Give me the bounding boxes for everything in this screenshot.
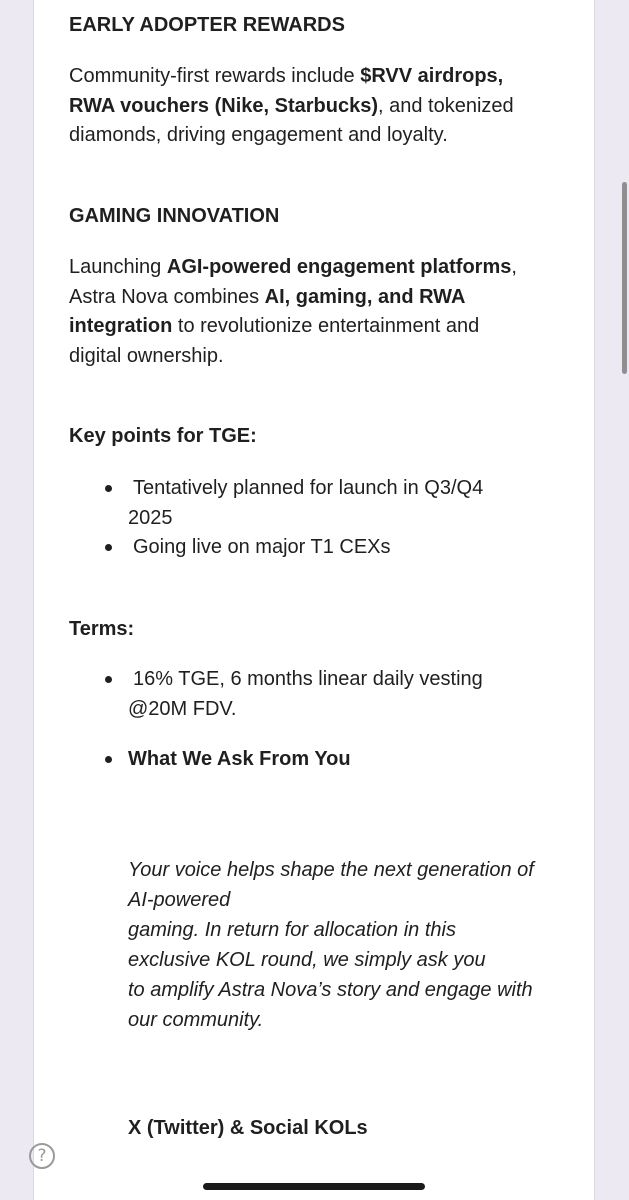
bullet-icon bbox=[105, 756, 112, 763]
home-indicator[interactable] bbox=[203, 1183, 425, 1190]
ask-line-1: Your voice helps shape the next generation of bbox=[128, 859, 534, 881]
early-adopter-line-1 bbox=[69, 62, 503, 92]
key-points-heading: Key points for TGE: bbox=[69, 425, 257, 447]
terms-item-2: What We Ask From You bbox=[128, 748, 351, 770]
document-page bbox=[33, 0, 595, 1200]
gaming-text: , bbox=[511, 256, 517, 278]
gaming-line-2 bbox=[69, 283, 465, 313]
gaming-bold: integration bbox=[69, 315, 173, 337]
terms-item-1-line-1: 16% TGE, 6 months linear daily vesting bbox=[133, 668, 483, 690]
gaming-line-4: digital ownership. bbox=[69, 344, 224, 367]
early-adopter-text: Community-first rewards include bbox=[69, 65, 361, 87]
early-adopter-text: , and tokenized bbox=[377, 94, 514, 117]
ask-line-6: our community. bbox=[128, 1009, 264, 1031]
bullet-icon bbox=[105, 485, 112, 492]
ask-line-4: exclusive KOL round, we simply ask you bbox=[128, 949, 486, 971]
terms-item-1-line-2: @20M FDV. bbox=[128, 697, 237, 720]
gaming-heading: GAMING INNOVATION bbox=[69, 205, 280, 227]
gaming-bold: AGI-powered engagement platforms bbox=[166, 256, 512, 278]
ask-line-2: AI-powered bbox=[128, 889, 231, 911]
early-adopter-bold: RWA vouchers (Nike, Starbucks) bbox=[69, 94, 378, 117]
gaming-bold: AI, gaming, and RWA bbox=[264, 285, 466, 308]
gaming-line-1 bbox=[69, 253, 517, 283]
gaming-text: Astra Nova combines bbox=[69, 285, 265, 308]
ask-line-5: to amplify Astra Nova’s story and engage with bbox=[128, 979, 533, 1001]
gaming-text: to revolutionize entertainment and bbox=[172, 315, 480, 337]
bullet-icon bbox=[105, 544, 112, 551]
bullet-icon bbox=[105, 676, 112, 683]
key-point-1-line-1: Tentatively planned for launch in Q3/Q4 bbox=[133, 477, 484, 499]
social-kols-heading: X (Twitter) & Social KOLs bbox=[128, 1117, 368, 1139]
help-icon[interactable]: ? bbox=[29, 1143, 55, 1169]
early-adopter-line-2 bbox=[69, 92, 514, 122]
key-point-2: Going live on major T1 CEXs bbox=[133, 536, 391, 558]
key-point-1-line-2: 2025 bbox=[128, 506, 173, 529]
ask-line-3: gaming. In return for allocation in this bbox=[128, 919, 456, 941]
terms-heading: Terms: bbox=[69, 618, 135, 640]
early-adopter-heading: EARLY ADOPTER REWARDS bbox=[69, 14, 345, 36]
early-adopter-line-3: diamonds, driving engagement and loyalty. bbox=[69, 124, 448, 146]
gaming-line-3 bbox=[69, 312, 479, 342]
scrollbar[interactable] bbox=[622, 182, 627, 374]
gaming-text: Launching bbox=[69, 256, 167, 278]
early-adopter-bold: $RVV airdrops, bbox=[360, 65, 504, 87]
